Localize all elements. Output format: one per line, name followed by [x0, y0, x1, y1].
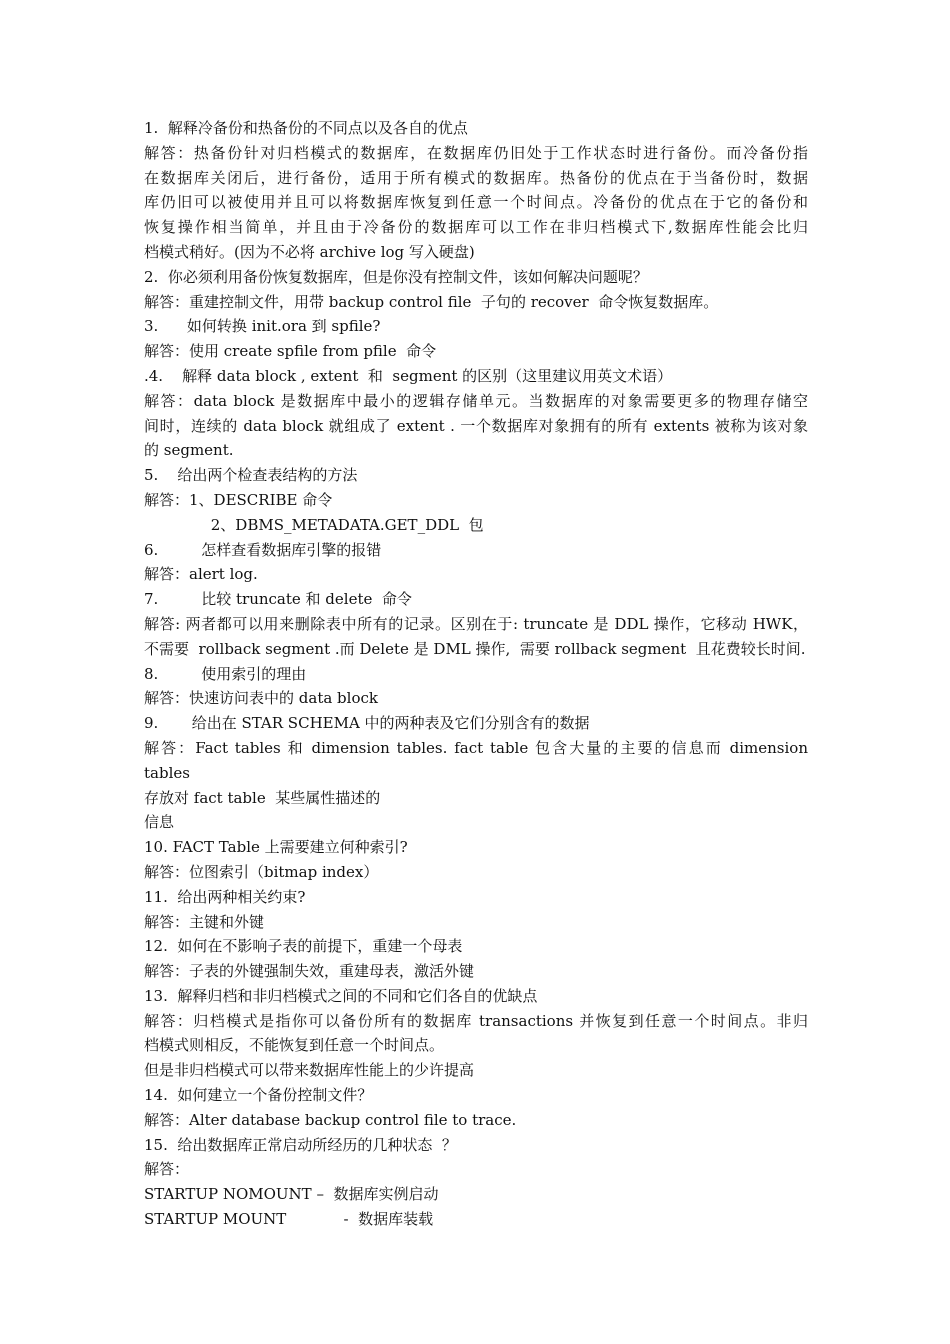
a15-line-1: STARTUP NOMOUNT – 数据库实例启动	[144, 1185, 439, 1204]
a13-line-1: 解答：归档模式是指你可以备份所有的数据库 transactions 并恢复到任意一个时间点。非归	[144, 1011, 808, 1030]
a6-line: 解答：alert log.	[144, 565, 258, 584]
a1-line-3: 库仍旧可以被使用并且可以将数据库恢复到任意一个时间点。冷备份的优点在于它的备份和	[144, 193, 808, 212]
a13-line-2: 档模式则相反，不能恢复到任意一个时间点。	[144, 1036, 445, 1055]
q13-title: 13. 解释归档和非归档模式之间的不同和它们各自的优缺点	[144, 986, 538, 1005]
a2-line: 解答：重建控制文件，用带 backup control file 子句的 recover 命令恢复数据库。	[144, 292, 719, 311]
q6-title: 6. 怎样查看数据库引擎的报错	[144, 540, 382, 559]
q3-title: 3. 如何转换 init.ora 到 spfile?	[144, 317, 381, 336]
a15-line-2: STARTUP MOUNT - 数据库装载	[144, 1210, 434, 1229]
a15-label: 解答：	[144, 1160, 190, 1179]
q10-title: 10. FACT Table 上需要建立何种索引?	[144, 838, 408, 857]
q5-title: 5. 给出两个检查表结构的方法	[144, 466, 358, 485]
a9-line-1: 解答：Fact tables 和 dimension tables. fact table 包含大量的主要的信息而 dimension tables	[144, 738, 808, 782]
a9-line-2: 存放对 fact table 某些属性描述的	[144, 788, 381, 807]
q12-title: 12. 如何在不影响子表的前提下，重建一个母表	[144, 937, 463, 956]
q8-title: 8. 使用索引的理由	[144, 664, 307, 683]
q15-title: 15. 给出数据库正常启动所经历的几种状态 ？	[144, 1135, 457, 1154]
a4-line-2: 间时，连续的 data block 就组成了 extent . 一个数据库对象拥有的所有 extents 被称为该对象	[144, 416, 808, 435]
a12-line: 解答：子表的外键强制失效，重建母表，激活外键	[144, 962, 475, 981]
a8-line: 解答：快速访问表中的 data block	[144, 689, 378, 708]
q9-title: 9. 给出在 STAR SCHEMA 中的两种表及它们分别含有的数据	[144, 714, 590, 733]
q7-title: 7. 比较 truncate 和 delete 命令	[144, 590, 412, 609]
a1-line-1: 解答：热备份针对归档模式的数据库，在数据库仍旧处于工作状态时进行备份。而冷备份指	[144, 143, 808, 162]
a9-line-3: 信息	[144, 813, 175, 832]
q11-title: 11. 给出两种相关约束?	[144, 887, 306, 906]
a5-line-2: 2、DBMS_METADATA.GET_DDL 包	[144, 515, 484, 534]
a1-line-5: 档模式稍好。(因为不必将 archive log 写入硬盘)	[144, 242, 475, 261]
a4-line-3: 的 segment.	[144, 441, 234, 460]
a13-line-3: 但是非归档模式可以带来数据库性能上的少许提高	[144, 1061, 475, 1080]
q1-title: 1. 解释冷备份和热备份的不同点以及各自的优点	[144, 119, 468, 137]
a3-line: 解答：使用 create spfile from pfile 命令	[144, 342, 437, 361]
q4-title: .4. 解释 data block , extent 和 segment 的区别（这里建议用英文术语）	[144, 366, 673, 385]
a7-line-2: 不需要 rollback segment .而 Delete 是 DML 操作, 需要 rollback segment 且花费较长时间.	[144, 639, 806, 658]
document-page	[144, 116, 808, 1232]
q14-title: 14. 如何建立一个备份控制文件？	[144, 1086, 373, 1105]
a14-line: 解答：Alter database backup control file to trace.	[144, 1110, 517, 1129]
a5-line-1: 解答：1、DESCRIBE 命令	[144, 490, 333, 509]
a4-line-1: 解答：data block 是数据库中最小的逻辑存储单元。当数据库的对象需要更多的物理存储空	[144, 391, 808, 410]
a11-line: 解答：主键和外键	[144, 912, 265, 931]
a7-line-1: 解答: 两者都可以用来删除表中所有的记录。区别在于: truncate 是 DDL 操作，它移动 HWK，	[144, 614, 808, 633]
a1-line-4: 恢复操作相当简单，并且由于冷备份的数据库可以工作在非归档模式下,数据库性能会比归	[144, 218, 808, 237]
a10-line: 解答：位图索引（bitmap index）	[144, 862, 379, 881]
a1-line-2: 在数据库关闭后，进行备份，适用于所有模式的数据库。热备份的优点在于当备份时，数据	[144, 168, 808, 187]
q2-title: 2. 你必须利用备份恢复数据库，但是你没有控制文件，该如何解决问题呢？	[144, 267, 648, 286]
